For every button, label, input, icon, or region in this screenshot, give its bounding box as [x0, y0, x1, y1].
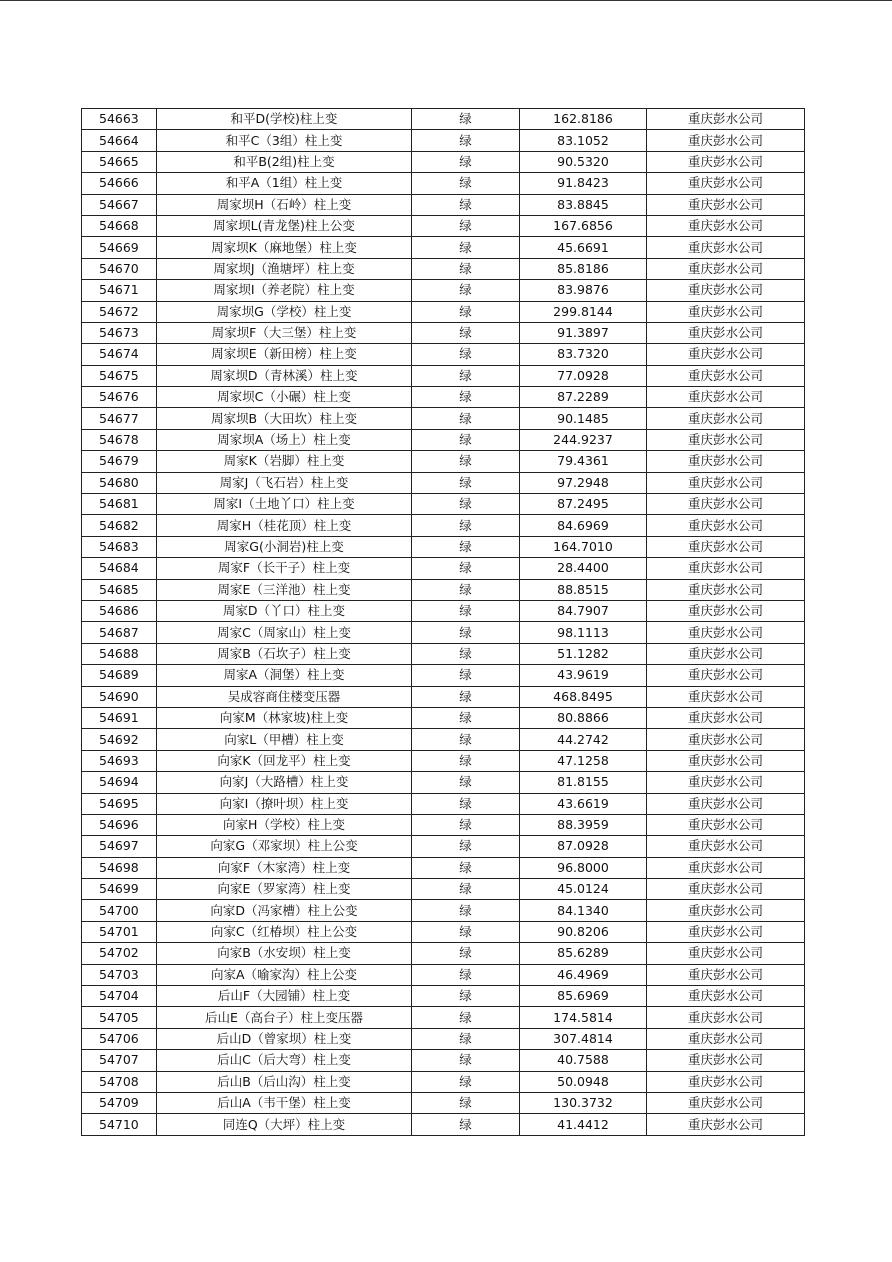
- company-name-cell: 重庆彭水公司: [647, 472, 805, 493]
- capacity-value-cell: 98.1113: [520, 622, 647, 643]
- row-id-cell: 54667: [82, 194, 157, 215]
- transformer-name-cell: 周家B（石坎子）柱上变: [157, 643, 412, 664]
- company-name-cell: 重庆彭水公司: [647, 879, 805, 900]
- transformer-name-cell: 周家C（周家山）柱上变: [157, 622, 412, 643]
- capacity-value-cell: 28.4400: [520, 558, 647, 579]
- status-color-cell: 绿: [412, 387, 520, 408]
- company-name-cell: 重庆彭水公司: [647, 857, 805, 878]
- transformer-name-cell: 周家坝C（小碾）柱上变: [157, 387, 412, 408]
- transformer-name-cell: 周家坝L(青龙堡)柱上公变: [157, 215, 412, 236]
- transformer-name-cell: 向家I（撩叶坝）柱上变: [157, 793, 412, 814]
- company-name-cell: 重庆彭水公司: [647, 686, 805, 707]
- company-name-cell: 重庆彭水公司: [647, 665, 805, 686]
- status-color-cell: 绿: [412, 1028, 520, 1049]
- table-row: [82, 408, 805, 429]
- transformer-name-cell: 向家A（喻家沟）柱上公变: [157, 964, 412, 985]
- capacity-value-cell: 79.4361: [520, 451, 647, 472]
- row-id-cell: 54665: [82, 151, 157, 172]
- table-row: [82, 130, 805, 151]
- table-row: [82, 579, 805, 600]
- status-color-cell: 绿: [412, 665, 520, 686]
- transformer-name-cell: 后山B（后山沟）柱上变: [157, 1071, 412, 1092]
- status-color-cell: 绿: [412, 707, 520, 728]
- company-name-cell: 重庆彭水公司: [647, 1007, 805, 1028]
- status-color-cell: 绿: [412, 515, 520, 536]
- row-id-cell: 54707: [82, 1050, 157, 1071]
- capacity-value-cell: 87.2495: [520, 494, 647, 515]
- capacity-value-cell: 244.9237: [520, 429, 647, 450]
- row-id-cell: 54696: [82, 814, 157, 835]
- row-id-cell: 54694: [82, 772, 157, 793]
- capacity-value-cell: 84.6969: [520, 515, 647, 536]
- table-row: [82, 515, 805, 536]
- capacity-value-cell: 307.4814: [520, 1028, 647, 1049]
- row-id-cell: 54691: [82, 707, 157, 728]
- capacity-value-cell: 97.2948: [520, 472, 647, 493]
- status-color-cell: 绿: [412, 643, 520, 664]
- row-id-cell: 54698: [82, 857, 157, 878]
- transformer-name-cell: 周家坝I（养老院）柱上变: [157, 280, 412, 301]
- company-name-cell: 重庆彭水公司: [647, 943, 805, 964]
- table-row: [82, 237, 805, 258]
- table-row: [82, 921, 805, 942]
- capacity-value-cell: 91.3897: [520, 322, 647, 343]
- company-name-cell: 重庆彭水公司: [647, 707, 805, 728]
- table-row: [82, 729, 805, 750]
- capacity-value-cell: 468.8495: [520, 686, 647, 707]
- company-name-cell: 重庆彭水公司: [647, 793, 805, 814]
- company-name-cell: 重庆彭水公司: [647, 408, 805, 429]
- status-color-cell: 绿: [412, 1114, 520, 1135]
- table-row: [82, 1071, 805, 1092]
- status-color-cell: 绿: [412, 322, 520, 343]
- capacity-value-cell: 130.3732: [520, 1092, 647, 1113]
- capacity-value-cell: 51.1282: [520, 643, 647, 664]
- table-row: [82, 600, 805, 621]
- transformer-name-cell: 向家C（红椿坝）柱上公变: [157, 921, 412, 942]
- table-row: [82, 194, 805, 215]
- company-name-cell: 重庆彭水公司: [647, 1050, 805, 1071]
- row-id-cell: 54689: [82, 665, 157, 686]
- capacity-value-cell: 43.9619: [520, 665, 647, 686]
- table-row: [82, 429, 805, 450]
- transformer-name-cell: 向家M（林家坡)柱上变: [157, 707, 412, 728]
- company-name-cell: 重庆彭水公司: [647, 814, 805, 835]
- status-color-cell: 绿: [412, 237, 520, 258]
- company-name-cell: 重庆彭水公司: [647, 344, 805, 365]
- row-id-cell: 54697: [82, 836, 157, 857]
- table-row: [82, 665, 805, 686]
- table-row: [82, 472, 805, 493]
- company-name-cell: 重庆彭水公司: [647, 1114, 805, 1135]
- transformer-name-cell: 周家E（三洋池）柱上变: [157, 579, 412, 600]
- status-color-cell: 绿: [412, 451, 520, 472]
- table-row: [82, 1114, 805, 1135]
- company-name-cell: 重庆彭水公司: [647, 194, 805, 215]
- company-name-cell: 重庆彭水公司: [647, 729, 805, 750]
- company-name-cell: 重庆彭水公司: [647, 322, 805, 343]
- row-id-cell: 54666: [82, 173, 157, 194]
- table-row: [82, 151, 805, 172]
- table-row: [82, 301, 805, 322]
- status-color-cell: 绿: [412, 622, 520, 643]
- transformer-name-cell: 向家D（冯家槽）柱上公变: [157, 900, 412, 921]
- capacity-value-cell: 83.9876: [520, 280, 647, 301]
- row-id-cell: 54673: [82, 322, 157, 343]
- transformer-name-cell: 同连Q（大坪）柱上变: [157, 1114, 412, 1135]
- table-row: [82, 793, 805, 814]
- capacity-value-cell: 83.7320: [520, 344, 647, 365]
- capacity-value-cell: 47.1258: [520, 750, 647, 771]
- capacity-value-cell: 87.0928: [520, 836, 647, 857]
- status-color-cell: 绿: [412, 536, 520, 557]
- status-color-cell: 绿: [412, 365, 520, 386]
- capacity-value-cell: 83.1052: [520, 130, 647, 151]
- company-name-cell: 重庆彭水公司: [647, 836, 805, 857]
- capacity-value-cell: 43.6619: [520, 793, 647, 814]
- row-id-cell: 54678: [82, 429, 157, 450]
- transformer-name-cell: 后山A（韦干堡）柱上变: [157, 1092, 412, 1113]
- capacity-value-cell: 299.8144: [520, 301, 647, 322]
- table-row: [82, 536, 805, 557]
- row-id-cell: 54675: [82, 365, 157, 386]
- row-id-cell: 54700: [82, 900, 157, 921]
- row-id-cell: 54709: [82, 1092, 157, 1113]
- table-row: [82, 322, 805, 343]
- capacity-value-cell: 96.8000: [520, 857, 647, 878]
- table-row: [82, 986, 805, 1007]
- capacity-value-cell: 85.6289: [520, 943, 647, 964]
- capacity-value-cell: 87.2289: [520, 387, 647, 408]
- status-color-cell: 绿: [412, 194, 520, 215]
- capacity-value-cell: 88.8515: [520, 579, 647, 600]
- transformer-name-cell: 和平C（3组）柱上变: [157, 130, 412, 151]
- table-row: [82, 622, 805, 643]
- table-row: [82, 215, 805, 236]
- row-id-cell: 54669: [82, 237, 157, 258]
- transformer-name-cell: 后山D（曾家坝）柱上变: [157, 1028, 412, 1049]
- table-row: [82, 814, 805, 835]
- status-color-cell: 绿: [412, 793, 520, 814]
- capacity-value-cell: 84.7907: [520, 600, 647, 621]
- transformer-name-cell: 周家坝H（石岭）柱上变: [157, 194, 412, 215]
- status-color-cell: 绿: [412, 814, 520, 835]
- status-color-cell: 绿: [412, 173, 520, 194]
- transformer-name-cell: 向家G（邓家坝）柱上公变: [157, 836, 412, 857]
- table-row: [82, 173, 805, 194]
- capacity-value-cell: 90.5320: [520, 151, 647, 172]
- row-id-cell: 54701: [82, 921, 157, 942]
- capacity-value-cell: 40.7588: [520, 1050, 647, 1071]
- status-color-cell: 绿: [412, 943, 520, 964]
- row-id-cell: 54690: [82, 686, 157, 707]
- status-color-cell: 绿: [412, 857, 520, 878]
- status-color-cell: 绿: [412, 729, 520, 750]
- status-color-cell: 绿: [412, 151, 520, 172]
- table-row: [82, 558, 805, 579]
- capacity-value-cell: 45.0124: [520, 879, 647, 900]
- transformer-name-cell: 向家B（水安坝）柱上变: [157, 943, 412, 964]
- table-row: [82, 686, 805, 707]
- capacity-value-cell: 164.7010: [520, 536, 647, 557]
- transformer-name-cell: 和平D(学校)柱上变: [157, 109, 412, 130]
- capacity-value-cell: 90.8206: [520, 921, 647, 942]
- status-color-cell: 绿: [412, 558, 520, 579]
- transformer-name-cell: 向家J（大路槽）柱上变: [157, 772, 412, 793]
- row-id-cell: 54679: [82, 451, 157, 472]
- row-id-cell: 54683: [82, 536, 157, 557]
- row-id-cell: 54668: [82, 215, 157, 236]
- row-id-cell: 54671: [82, 280, 157, 301]
- status-color-cell: 绿: [412, 344, 520, 365]
- row-id-cell: 54699: [82, 879, 157, 900]
- status-color-cell: 绿: [412, 964, 520, 985]
- table-row: [82, 879, 805, 900]
- company-name-cell: 重庆彭水公司: [647, 536, 805, 557]
- capacity-value-cell: 80.8866: [520, 707, 647, 728]
- row-id-cell: 54703: [82, 964, 157, 985]
- company-name-cell: 重庆彭水公司: [647, 451, 805, 472]
- row-id-cell: 54702: [82, 943, 157, 964]
- row-id-cell: 54708: [82, 1071, 157, 1092]
- table-row: [82, 750, 805, 771]
- transformer-name-cell: 后山E（高台子）柱上变压器: [157, 1007, 412, 1028]
- company-name-cell: 重庆彭水公司: [647, 986, 805, 1007]
- company-name-cell: 重庆彭水公司: [647, 558, 805, 579]
- table-row: [82, 258, 805, 279]
- capacity-value-cell: 85.8186: [520, 258, 647, 279]
- status-color-cell: 绿: [412, 301, 520, 322]
- status-color-cell: 绿: [412, 280, 520, 301]
- row-id-cell: 54704: [82, 986, 157, 1007]
- status-color-cell: 绿: [412, 900, 520, 921]
- table-row: [82, 387, 805, 408]
- transformer-name-cell: 周家A（洞堡）柱上变: [157, 665, 412, 686]
- transformer-name-cell: 周家G(小洞岩)柱上变: [157, 536, 412, 557]
- table-row: [82, 1007, 805, 1028]
- row-id-cell: 54705: [82, 1007, 157, 1028]
- transformer-name-cell: 周家I（土地丫口）柱上变: [157, 494, 412, 515]
- row-id-cell: 54681: [82, 494, 157, 515]
- row-id-cell: 54686: [82, 600, 157, 621]
- transformer-name-cell: 周家坝G（学校）柱上变: [157, 301, 412, 322]
- transformer-name-cell: 周家坝A（场上）柱上变: [157, 429, 412, 450]
- status-color-cell: 绿: [412, 986, 520, 1007]
- transformer-name-cell: 周家坝E（新田榜）柱上变: [157, 344, 412, 365]
- company-name-cell: 重庆彭水公司: [647, 921, 805, 942]
- status-color-cell: 绿: [412, 109, 520, 130]
- table-row: [82, 365, 805, 386]
- table-row: [82, 1092, 805, 1113]
- capacity-value-cell: 77.0928: [520, 365, 647, 386]
- transformer-name-cell: 向家F（木家湾）柱上变: [157, 857, 412, 878]
- capacity-value-cell: 44.2742: [520, 729, 647, 750]
- transformer-name-cell: 周家坝F（大三堡）柱上变: [157, 322, 412, 343]
- table-row: [82, 109, 805, 130]
- transformer-name-cell: 吴成容商住楼变压器: [157, 686, 412, 707]
- table-row: [82, 857, 805, 878]
- company-name-cell: 重庆彭水公司: [647, 237, 805, 258]
- company-name-cell: 重庆彭水公司: [647, 173, 805, 194]
- status-color-cell: 绿: [412, 750, 520, 771]
- company-name-cell: 重庆彭水公司: [647, 622, 805, 643]
- company-name-cell: 重庆彭水公司: [647, 494, 805, 515]
- transformer-name-cell: 向家H（学校）柱上变: [157, 814, 412, 835]
- transformer-name-cell: 后山C（后大弯）柱上变: [157, 1050, 412, 1071]
- table-row: [82, 772, 805, 793]
- row-id-cell: 54693: [82, 750, 157, 771]
- transformer-name-cell: 向家K（回龙平）柱上变: [157, 750, 412, 771]
- table-row: [82, 836, 805, 857]
- table-row: [82, 1050, 805, 1071]
- status-color-cell: 绿: [412, 686, 520, 707]
- row-id-cell: 54687: [82, 622, 157, 643]
- capacity-value-cell: 90.1485: [520, 408, 647, 429]
- transformer-table: [81, 108, 805, 1136]
- table-row: [82, 494, 805, 515]
- capacity-value-cell: 88.3959: [520, 814, 647, 835]
- transformer-name-cell: 周家H（桂花顶）柱上变: [157, 515, 412, 536]
- company-name-cell: 重庆彭水公司: [647, 1071, 805, 1092]
- row-id-cell: 54664: [82, 130, 157, 151]
- capacity-value-cell: 174.5814: [520, 1007, 647, 1028]
- capacity-value-cell: 167.6856: [520, 215, 647, 236]
- company-name-cell: 重庆彭水公司: [647, 600, 805, 621]
- row-id-cell: 54695: [82, 793, 157, 814]
- status-color-cell: 绿: [412, 921, 520, 942]
- transformer-name-cell: 周家坝K（麻地堡）柱上变: [157, 237, 412, 258]
- company-name-cell: 重庆彭水公司: [647, 579, 805, 600]
- transformer-name-cell: 周家D（丫口）柱上变: [157, 600, 412, 621]
- row-id-cell: 54682: [82, 515, 157, 536]
- status-color-cell: 绿: [412, 600, 520, 621]
- transformer-name-cell: 和平B(2组)柱上变: [157, 151, 412, 172]
- capacity-value-cell: 83.8845: [520, 194, 647, 215]
- capacity-value-cell: 81.8155: [520, 772, 647, 793]
- table-row: [82, 344, 805, 365]
- row-id-cell: 54670: [82, 258, 157, 279]
- company-name-cell: 重庆彭水公司: [647, 215, 805, 236]
- transformer-name-cell: 周家K（岩脚）柱上变: [157, 451, 412, 472]
- company-name-cell: 重庆彭水公司: [647, 130, 805, 151]
- table-row: [82, 900, 805, 921]
- transformer-name-cell: 和平A（1组）柱上变: [157, 173, 412, 194]
- capacity-value-cell: 50.0948: [520, 1071, 647, 1092]
- status-color-cell: 绿: [412, 258, 520, 279]
- row-id-cell: 54672: [82, 301, 157, 322]
- table-row: [82, 451, 805, 472]
- row-id-cell: 54685: [82, 579, 157, 600]
- company-name-cell: 重庆彭水公司: [647, 280, 805, 301]
- status-color-cell: 绿: [412, 215, 520, 236]
- status-color-cell: 绿: [412, 879, 520, 900]
- status-color-cell: 绿: [412, 579, 520, 600]
- status-color-cell: 绿: [412, 408, 520, 429]
- status-color-cell: 绿: [412, 1007, 520, 1028]
- company-name-cell: 重庆彭水公司: [647, 772, 805, 793]
- status-color-cell: 绿: [412, 429, 520, 450]
- table-row: [82, 280, 805, 301]
- company-name-cell: 重庆彭水公司: [647, 964, 805, 985]
- page-top-border: [0, 0, 892, 1]
- transformer-name-cell: 周家坝B（大田坎）柱上变: [157, 408, 412, 429]
- company-name-cell: 重庆彭水公司: [647, 515, 805, 536]
- status-color-cell: 绿: [412, 1050, 520, 1071]
- capacity-value-cell: 41.4412: [520, 1114, 647, 1135]
- company-name-cell: 重庆彭水公司: [647, 1092, 805, 1113]
- capacity-value-cell: 45.6691: [520, 237, 647, 258]
- company-name-cell: 重庆彭水公司: [647, 387, 805, 408]
- status-color-cell: 绿: [412, 1092, 520, 1113]
- company-name-cell: 重庆彭水公司: [647, 365, 805, 386]
- row-id-cell: 54684: [82, 558, 157, 579]
- table-row: [82, 943, 805, 964]
- row-id-cell: 54677: [82, 408, 157, 429]
- capacity-value-cell: 46.4969: [520, 964, 647, 985]
- capacity-value-cell: 91.8423: [520, 173, 647, 194]
- capacity-value-cell: 85.6969: [520, 986, 647, 1007]
- transformer-name-cell: 周家坝J（渔塘坪）柱上变: [157, 258, 412, 279]
- table-row: [82, 643, 805, 664]
- status-color-cell: 绿: [412, 772, 520, 793]
- company-name-cell: 重庆彭水公司: [647, 151, 805, 172]
- transformer-name-cell: 周家F（长干子）柱上变: [157, 558, 412, 579]
- transformer-name-cell: 向家E（罗家湾）柱上变: [157, 879, 412, 900]
- company-name-cell: 重庆彭水公司: [647, 429, 805, 450]
- company-name-cell: 重庆彭水公司: [647, 109, 805, 130]
- row-id-cell: 54706: [82, 1028, 157, 1049]
- row-id-cell: 54692: [82, 729, 157, 750]
- table-row: [82, 707, 805, 728]
- status-color-cell: 绿: [412, 130, 520, 151]
- row-id-cell: 54688: [82, 643, 157, 664]
- capacity-value-cell: 84.1340: [520, 900, 647, 921]
- capacity-value-cell: 162.8186: [520, 109, 647, 130]
- table-row: [82, 964, 805, 985]
- company-name-cell: 重庆彭水公司: [647, 301, 805, 322]
- transformer-name-cell: 周家坝D（青林溪）柱上变: [157, 365, 412, 386]
- company-name-cell: 重庆彭水公司: [647, 750, 805, 771]
- status-color-cell: 绿: [412, 836, 520, 857]
- status-color-cell: 绿: [412, 494, 520, 515]
- row-id-cell: 54710: [82, 1114, 157, 1135]
- company-name-cell: 重庆彭水公司: [647, 900, 805, 921]
- row-id-cell: 54680: [82, 472, 157, 493]
- company-name-cell: 重庆彭水公司: [647, 643, 805, 664]
- transformer-name-cell: 向家L（甲槽）柱上变: [157, 729, 412, 750]
- row-id-cell: 54663: [82, 109, 157, 130]
- transformer-name-cell: 周家J（飞石岩）柱上变: [157, 472, 412, 493]
- company-name-cell: 重庆彭水公司: [647, 1028, 805, 1049]
- row-id-cell: 54676: [82, 387, 157, 408]
- transformer-name-cell: 后山F（大园铺）柱上变: [157, 986, 412, 1007]
- company-name-cell: 重庆彭水公司: [647, 258, 805, 279]
- row-id-cell: 54674: [82, 344, 157, 365]
- status-color-cell: 绿: [412, 1071, 520, 1092]
- table-row: [82, 1028, 805, 1049]
- status-color-cell: 绿: [412, 472, 520, 493]
